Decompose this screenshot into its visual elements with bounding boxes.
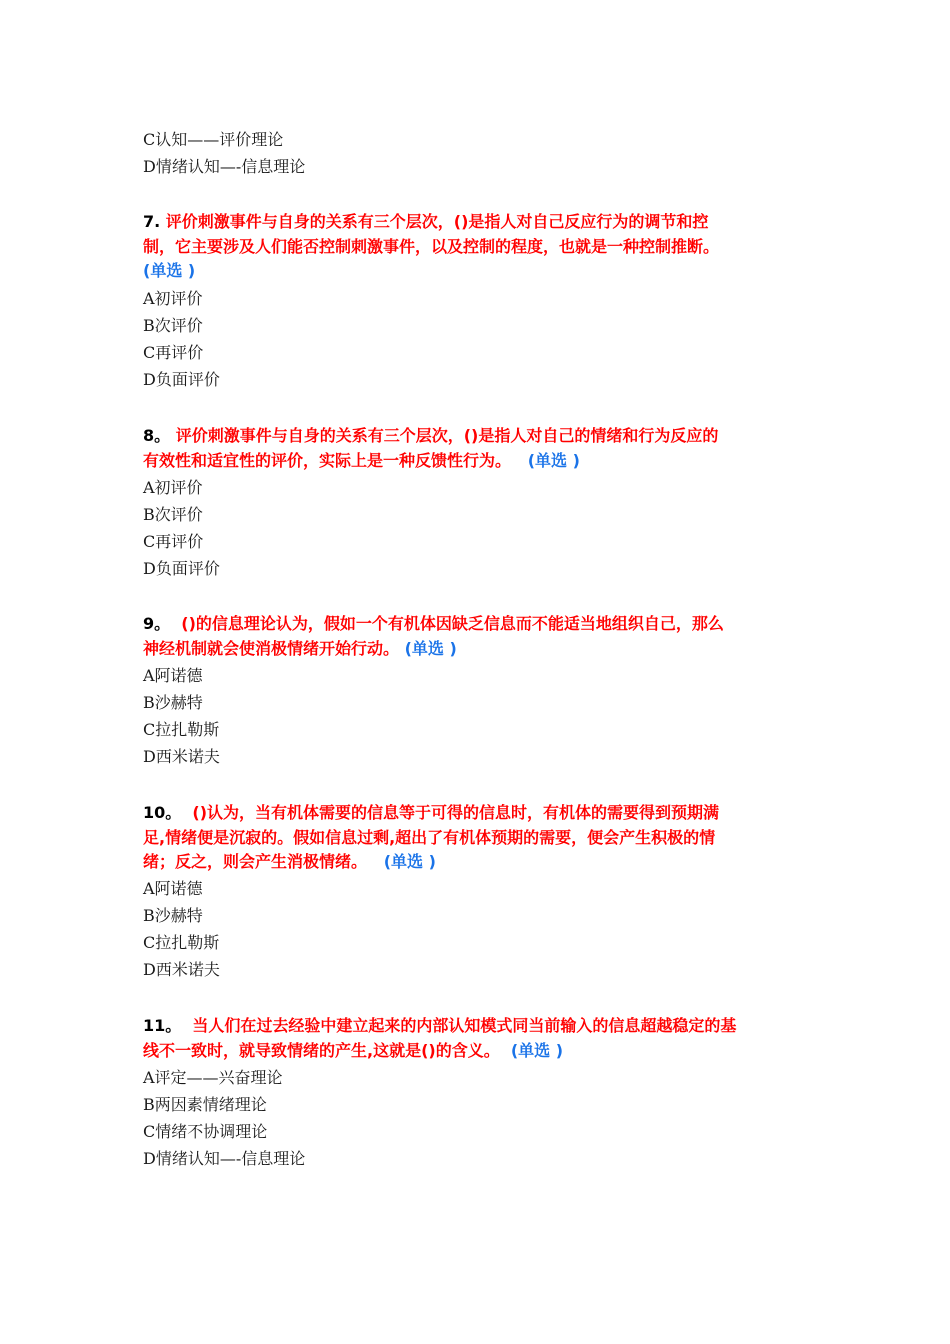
- question-9: [143, 612, 803, 661]
- option-c: C再评价: [143, 532, 204, 551]
- question-type-tag: (单选 ): [404, 638, 457, 658]
- question-text: ()认为，当有机体需要的信息等于可得的信息时，有机体的需要得到预期满: [192, 803, 720, 822]
- option-a: A评定——兴奋理论: [143, 1068, 283, 1087]
- question-line: [143, 801, 803, 826]
- question-number: 8。: [143, 426, 171, 445]
- option-d: D负面评价: [143, 559, 220, 578]
- option-b: B次评价: [143, 316, 203, 335]
- question-type-tag: (单选 ): [383, 852, 436, 871]
- question-10: [143, 801, 803, 875]
- option-d: D情绪认知—-信息理论: [143, 157, 306, 176]
- question-text: 有效性和适宜性的评价，实际上是一种反馈性行为。: [143, 450, 512, 470]
- question-number: 9。: [143, 614, 171, 633]
- option-d: D情绪认知—-信息理论: [143, 1149, 306, 1168]
- question-line: 足,情绪便是沉寂的。假如信息过剩,超出了有机体预期的需要，便会产生积极的情: [143, 827, 716, 847]
- option-b: B沙赫特: [143, 906, 203, 925]
- option-a: A初评价: [143, 478, 203, 497]
- option-c: C认知——评价理论: [143, 130, 284, 149]
- option-a: A阿诺德: [143, 666, 203, 685]
- option-a: A初评价: [143, 289, 203, 308]
- option-b: B次评价: [143, 505, 203, 524]
- option-c: C情绪不协调理论: [143, 1122, 268, 1141]
- option-c: C拉扎勒斯: [143, 933, 220, 952]
- question-text: 绪；反之，则会产生消极情绪。: [143, 852, 368, 871]
- question-type-tag: (单选 ): [143, 261, 196, 280]
- question-number: 10。: [143, 803, 182, 822]
- option-d: D负面评价: [143, 370, 220, 389]
- question-7: [143, 210, 803, 284]
- option-c: C拉扎勒斯: [143, 720, 220, 739]
- question-line: [143, 637, 803, 662]
- question-text: 线不一致时，就导致情绪的产生,这就是()的含义。: [143, 1040, 500, 1060]
- option-d: D西米诺夫: [143, 960, 220, 979]
- question-text: 评价刺激事件与自身的关系有三个层次，()是指人对自己的情绪和行为反应的: [175, 426, 719, 445]
- option-b: B两因素情绪理论: [143, 1095, 267, 1114]
- question-number: 11。: [143, 1016, 182, 1035]
- option-c: C再评价: [143, 343, 204, 362]
- option-b: B沙赫特: [143, 693, 203, 712]
- question-line: 制，它主要涉及人们能否控制刺激事件，以及控制的程度，也就是一种控制推断。: [143, 236, 720, 256]
- question-text: 评价刺激事件与自身的关系有三个层次，()是指人对自己反应行为的调节和控: [165, 212, 709, 231]
- option-d: D西米诺夫: [143, 747, 220, 766]
- question-11: [143, 1014, 803, 1063]
- question-8: [143, 424, 803, 473]
- question-line: [143, 210, 803, 235]
- question-line: [143, 1014, 803, 1039]
- question-number: 7.: [143, 212, 161, 231]
- question-line: [143, 449, 803, 474]
- option-a: A阿诺德: [143, 879, 203, 898]
- question-text: 神经机制就会使消极情绪开始行动。: [143, 638, 400, 658]
- question-line: [143, 1039, 803, 1064]
- question-text: 当人们在过去经验中建立起来的内部认知模式同当前输入的信息超越稳定的基: [192, 1016, 737, 1035]
- question-line: [143, 612, 803, 637]
- question-line: [143, 424, 803, 449]
- question-type-tag: (单选 ): [510, 1040, 564, 1060]
- question-line: [143, 850, 803, 875]
- question-text: ()的信息理论认为，假如一个有机体因缺乏信息而不能适当地组织自己，那么: [181, 614, 724, 633]
- question-type-tag: (单选 ): [527, 450, 580, 470]
